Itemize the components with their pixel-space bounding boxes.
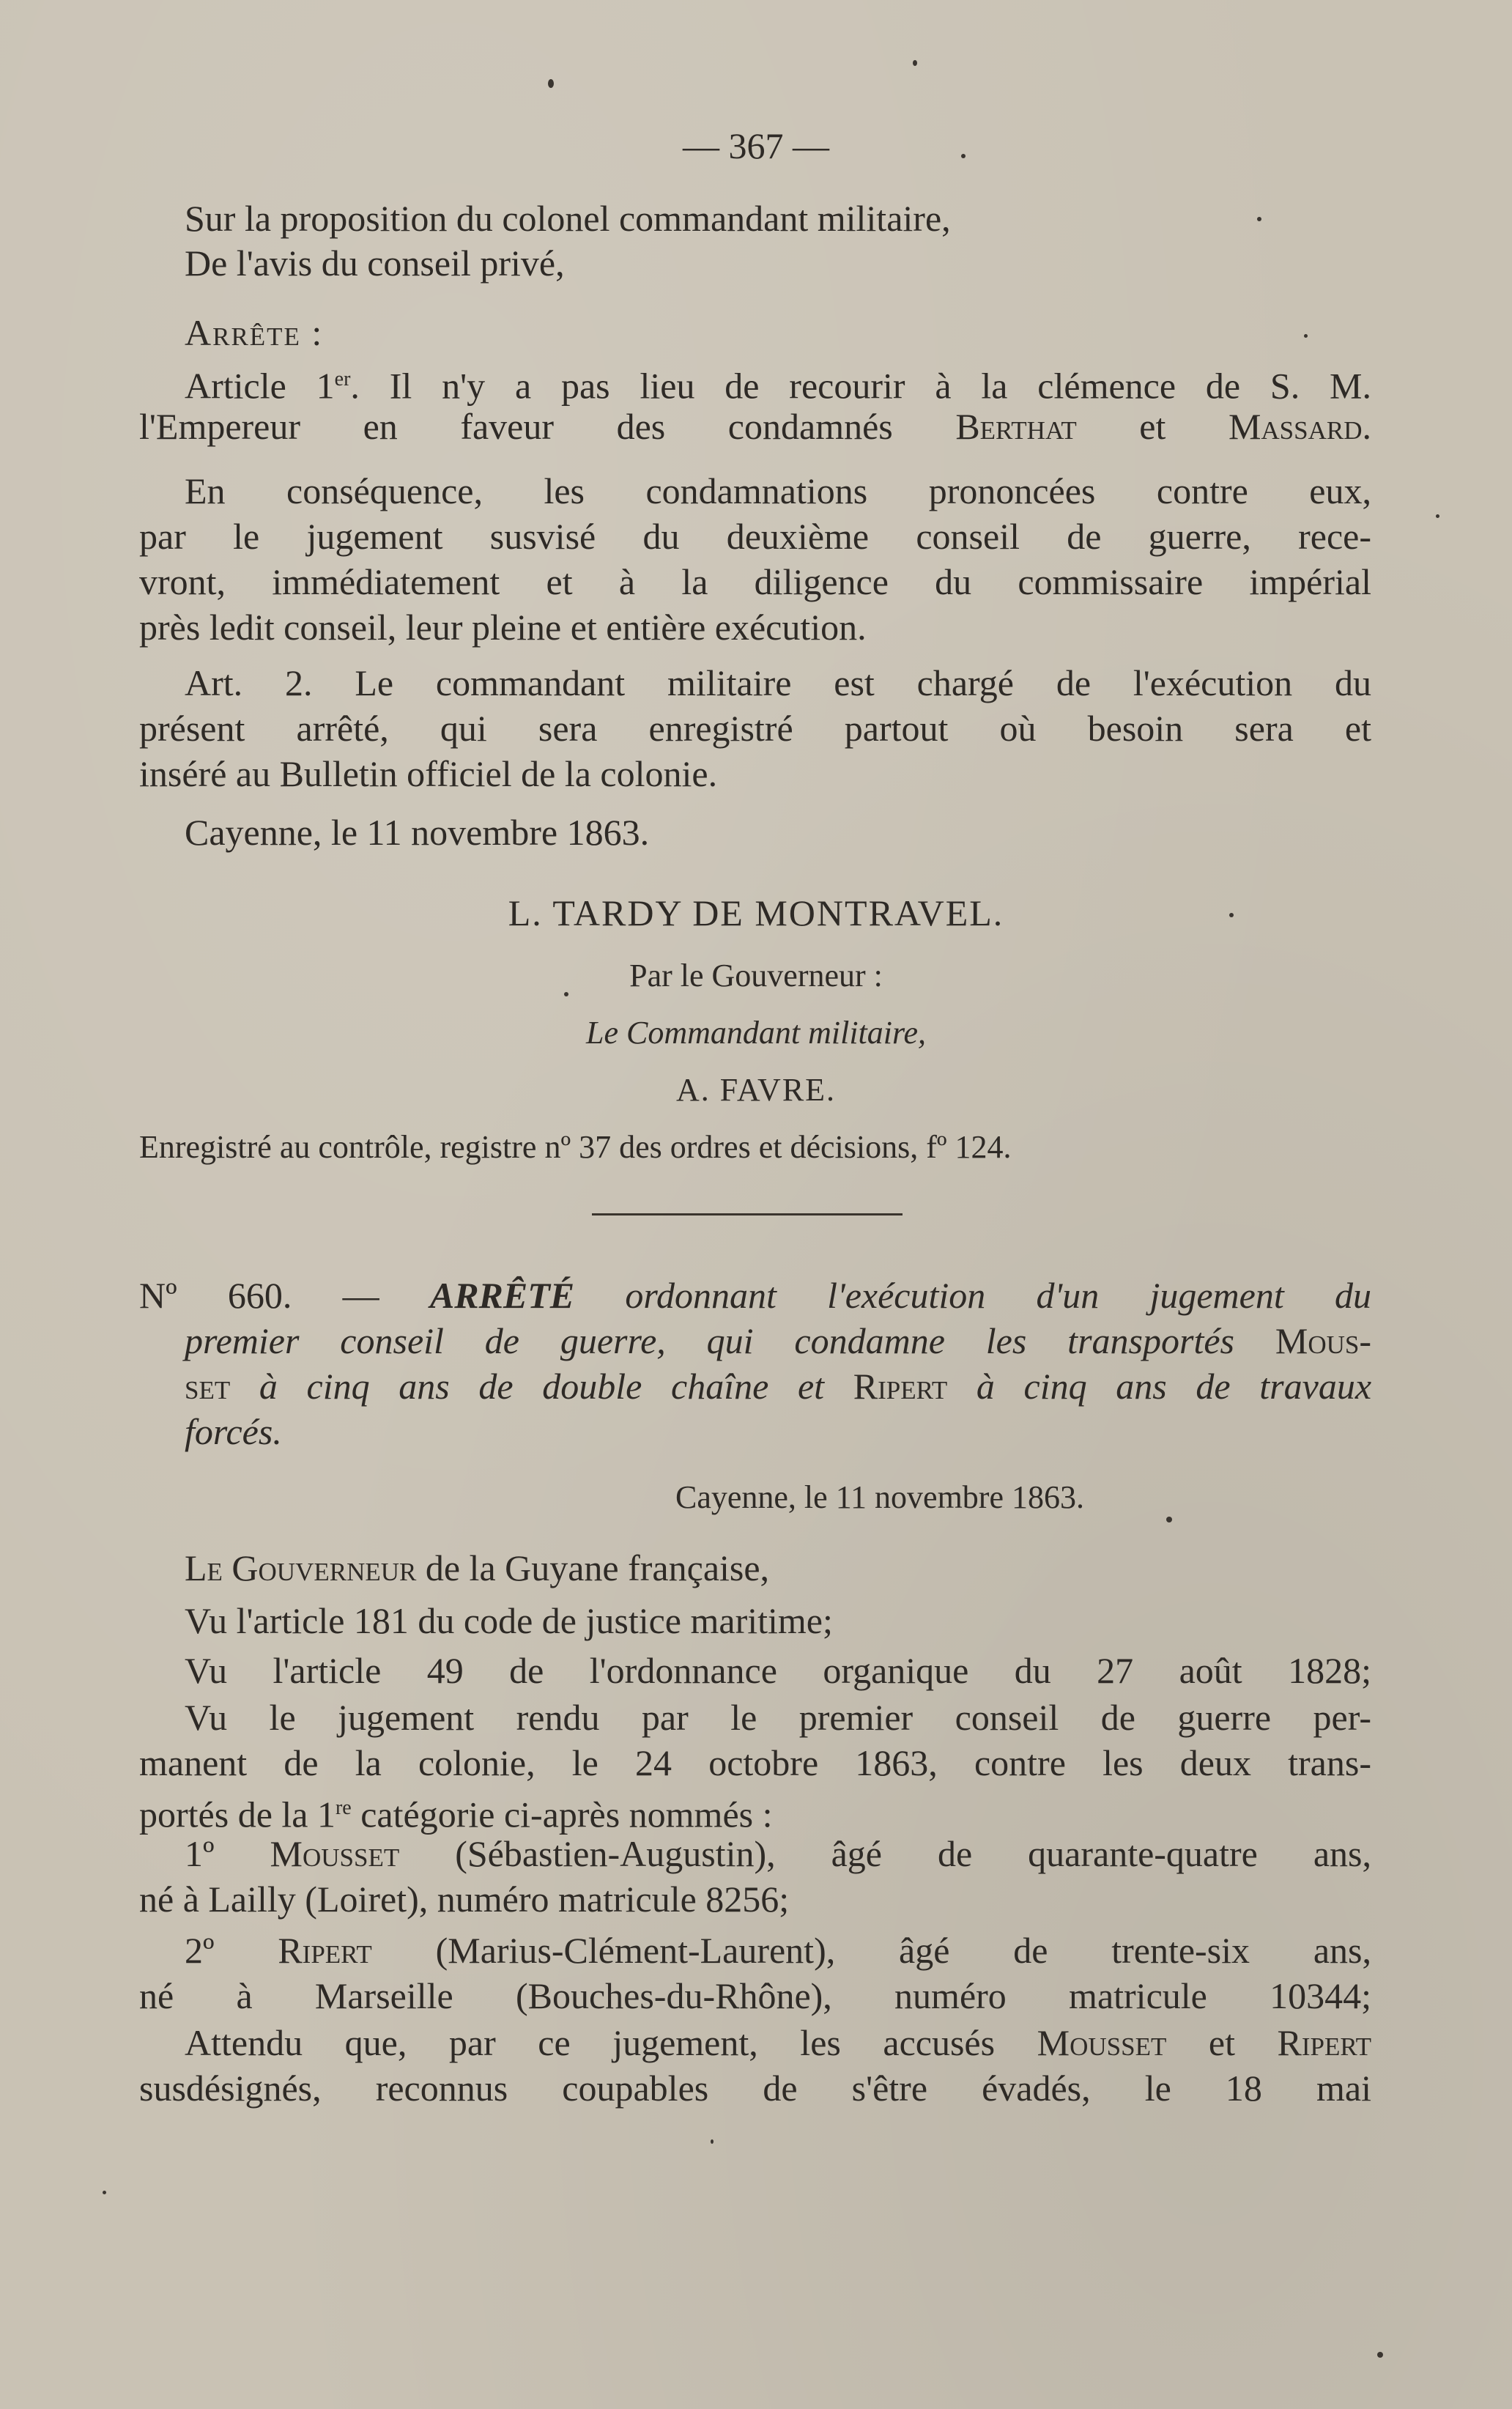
article-text: . Il n'y a pas lieu de recourir à la clémence de S. M. [350,365,1371,407]
name-ripert: Ripert [853,1366,948,1407]
decree-660-title-line-1 [139,1273,1371,1317]
article-1-line-2 [139,404,1371,448]
text-span: ordonnant l'exécution d'un jugement du [574,1275,1371,1316]
text-line: né à Marseille (Bouches-du-Rhône), numéro matricule 10344; [139,1975,1371,2016]
name-mousset-cont: set [185,1366,231,1407]
list-number: 1º [185,1833,270,1874]
paper-speck [1304,334,1308,338]
text-span: à cinq ans de travaux [947,1366,1372,1407]
text-line: près ledit conseil, leur pleine et entière exécution. [139,607,867,648]
registration-note: Enregistré au contrôle, registre nº 37 des ordres et décisions, fº 124. [139,1129,1012,1165]
name-mousset: Mous- [1275,1320,1371,1361]
convict-2-line [185,1928,1371,1972]
text-line: En conséquence, les condamnations prononcées contre eux, [185,470,1371,511]
signature-governor: L. TARDY DE MONTRAVEL. [508,892,1004,933]
text-line: Art. 2. Le commandant militaire est chargé de l'exécution du [185,662,1371,703]
paper-speck [1377,2352,1383,2358]
article-label: Article 1 [185,365,335,407]
section-divider [592,1213,903,1215]
paper-speck [103,2191,106,2194]
text-span: catégorie ci-après nommés : [351,1794,773,1835]
text-line: susdésignés, reconnus coupables de s'être évadés, le 18 mai [139,2068,1371,2109]
paper-speck [564,992,568,996]
convict-1-line [185,1832,1371,1876]
paper-speck [1436,514,1439,518]
decree-date: Cayenne, le 11 novembre 1863. [185,812,650,853]
le-gouverneur: Le Gouverneur [185,1547,417,1588]
text-span: de la Guyane française, [416,1547,770,1588]
vu-line: Vu le jugement rendu par le premier conseil de guerre per- [185,1697,1371,1738]
par-le-gouverneur: Par le Gouverneur : [629,958,883,993]
decree-660-title-line-3 [185,1364,1371,1408]
paper-speck [913,60,917,66]
article-1-line [185,358,1371,408]
text-span: . [1362,406,1371,447]
page-number: — 367 — [683,125,829,166]
name-mousset: Mousset [1037,2022,1167,2063]
name-ripert: Ripert [278,1930,372,1971]
text-line: né à Lailly (Loiret), numéro matricule 8256; [139,1879,790,1920]
vu-line: Vu l'article 49 de l'ordonnance organique du 27 août 1828; [185,1650,1371,1691]
superscript: er [334,368,351,391]
name-mousset: Mousset [270,1833,400,1874]
name-ripert: Ripert [1277,2022,1371,2063]
decree-number: Nº 660. — [139,1275,379,1316]
text-line: Sur la proposition du colonel commandant militaire, [185,198,951,239]
decree-660-date: Cayenne, le 11 novembre 1863. [675,1479,1084,1515]
governor-line [185,1546,769,1590]
paper-speck [961,154,966,158]
decree-660-title-line-2 [185,1319,1371,1363]
arrete-heading: Arrête : [185,312,324,353]
text-line: inséré au Bulletin officiel de la colonie. [139,753,718,794]
text-line: De l'avis du conseil privé, [185,243,565,284]
paper-speck [1257,217,1261,221]
text-span: Attendu que, par ce jugement, les accusés [185,2022,1037,2063]
text-span: premier conseil de guerre, qui condamne les transportés [185,1320,1275,1361]
commandant-militaire: Le Commandant militaire, [585,1015,927,1051]
text-span: l'Empereur en faveur des condamnés [139,406,956,447]
text-span: (Sébastien-Augustin), âgé de quarante-quatre ans, [399,1833,1371,1874]
text-span: (Marius-Clément-Laurent), âgé de trente-six ans, [371,1930,1371,1971]
list-number: 2º [185,1930,278,1971]
superscript: re [335,1796,352,1819]
text-line [139,1786,773,1837]
attendu-line [185,2021,1371,2065]
paper-speck [548,79,554,88]
signature-favre: A. FAVRE. [675,1072,837,1108]
vu-line: Vu l'article 181 du code de justice maritime; [185,1600,833,1641]
name-massard: Massard [1228,406,1363,447]
text-span: portés de la 1 [139,1794,336,1835]
decree-660-title-line-4: forcés. [185,1411,282,1452]
text-line: manent de la colonie, le 24 octobre 1863, contre les deux trans- [139,1742,1371,1783]
paper-speck [1229,913,1234,917]
text-line: présent arrêté, qui sera enregistré partout où besoin sera et [139,708,1371,749]
paper-speck [1166,1517,1172,1522]
text-span: à cinq ans de double chaîne et [230,1366,853,1407]
paper-speck [711,2139,714,2144]
text-line: vront, immédiatement et à la diligence du commissaire impérial [139,561,1371,602]
name-berthat: Berthat [955,406,1077,447]
text-line: par le jugement susvisé du deuxième conseil de guerre, rece- [139,516,1371,557]
decree-title-word: ARRÊTÉ [429,1275,575,1316]
text-span: et [1166,2022,1278,2063]
text-span: et [1076,406,1228,447]
